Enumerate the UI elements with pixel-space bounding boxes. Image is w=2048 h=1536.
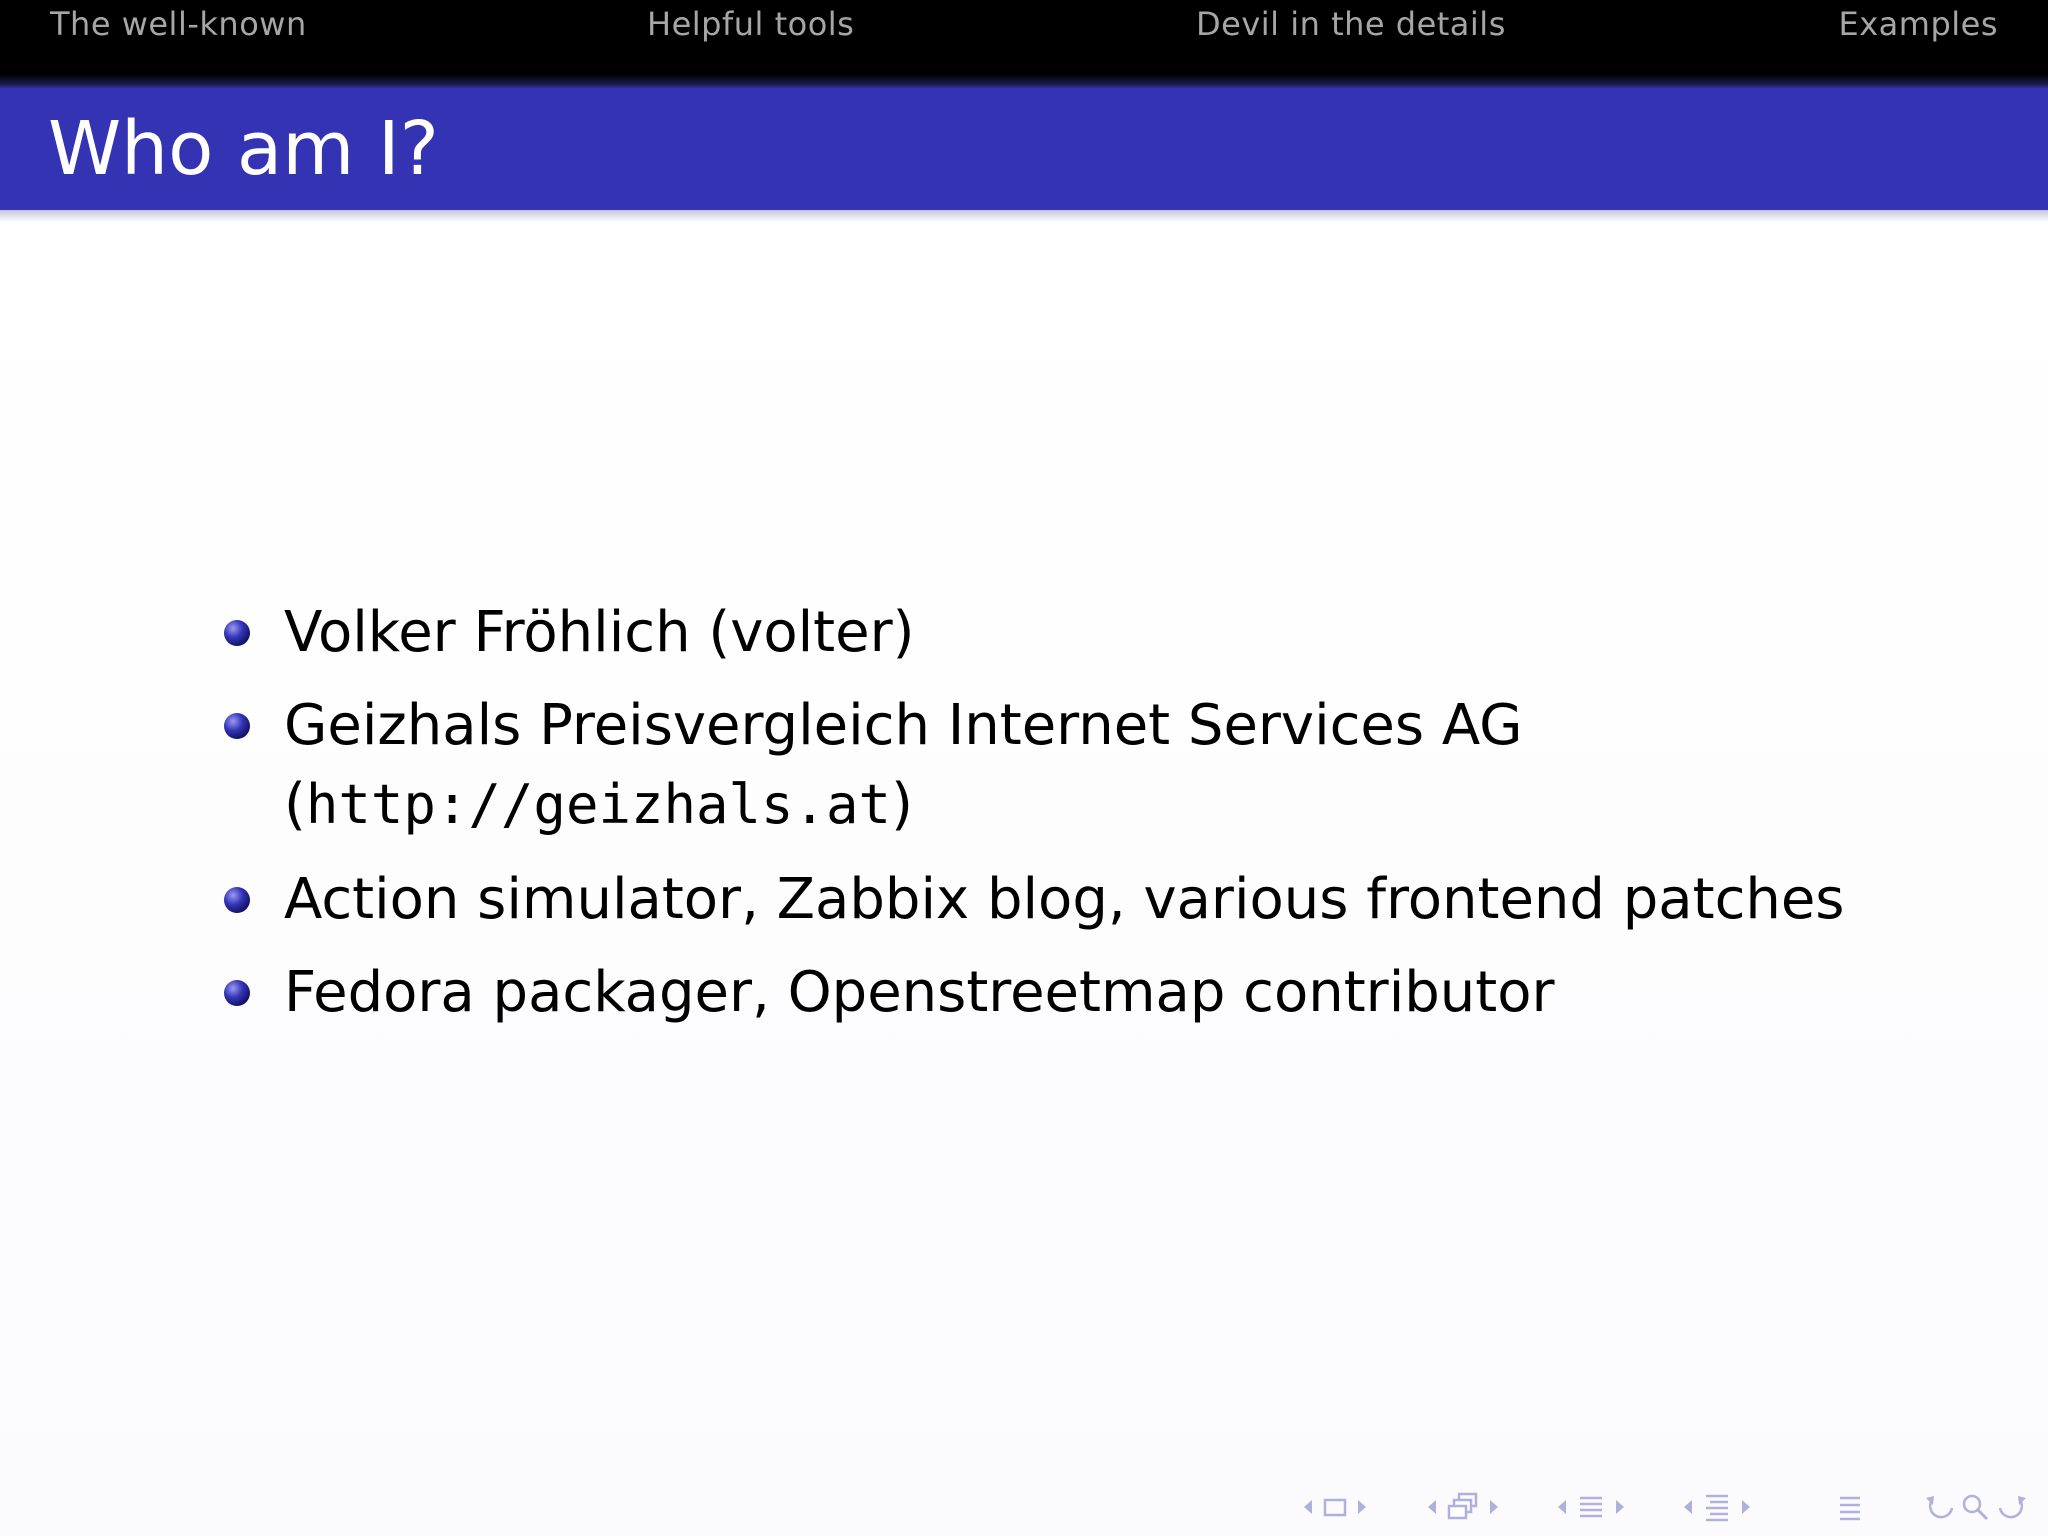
nav-section-devil-in-the-details[interactable]: Devil in the details	[1196, 5, 1506, 43]
align-icon[interactable]	[1836, 1488, 1864, 1526]
paren-open: (	[284, 772, 306, 837]
url-link[interactable]: http://geizhals.at	[305, 773, 892, 836]
slide-icon[interactable]	[1322, 1488, 1348, 1526]
subsection-icon[interactable]	[1576, 1488, 1606, 1526]
frame-title: Who am I?	[48, 106, 439, 192]
forward-icon[interactable]	[1996, 1488, 2030, 1526]
bullet-text: Fedora packager, Openstreetmap contributor	[284, 960, 1555, 1025]
next-arrow-icon[interactable]	[1354, 1488, 1370, 1526]
nav-section-examples[interactable]: Examples	[1838, 5, 1998, 43]
section-icon[interactable]	[1702, 1488, 1732, 1526]
bullet-text-continuation	[284, 765, 913, 845]
paren-close: )	[891, 772, 913, 837]
prev-arrow-icon[interactable]	[1300, 1488, 1316, 1526]
back-icon[interactable]	[1922, 1488, 1956, 1526]
bullet-icon	[224, 620, 250, 646]
next-arrow-icon[interactable]	[1738, 1488, 1754, 1526]
search-icon[interactable]	[1960, 1488, 1990, 1526]
nav-section-helpful-tools[interactable]: Helpful tools	[647, 5, 855, 43]
bullet-text: Volker Fröhlich (volter)	[284, 600, 915, 665]
frame-stack-icon[interactable]	[1446, 1488, 1480, 1526]
bullet-icon	[224, 713, 250, 739]
next-arrow-icon[interactable]	[1486, 1488, 1502, 1526]
navigation-symbols	[1300, 1488, 2040, 1526]
prev-arrow-icon[interactable]	[1424, 1488, 1440, 1526]
nav-section-the-well-known[interactable]: The well-known	[50, 5, 307, 43]
next-arrow-icon[interactable]	[1612, 1488, 1628, 1526]
bullet-text: Action simulator, Zabbix blog, various frontend patches	[284, 867, 1845, 932]
prev-arrow-icon[interactable]	[1554, 1488, 1570, 1526]
bullet-text: Geizhals Preisvergleich Internet Services AG	[284, 693, 1523, 758]
bullet-icon	[224, 980, 250, 1006]
bullet-icon	[224, 887, 250, 913]
prev-arrow-icon[interactable]	[1680, 1488, 1696, 1526]
